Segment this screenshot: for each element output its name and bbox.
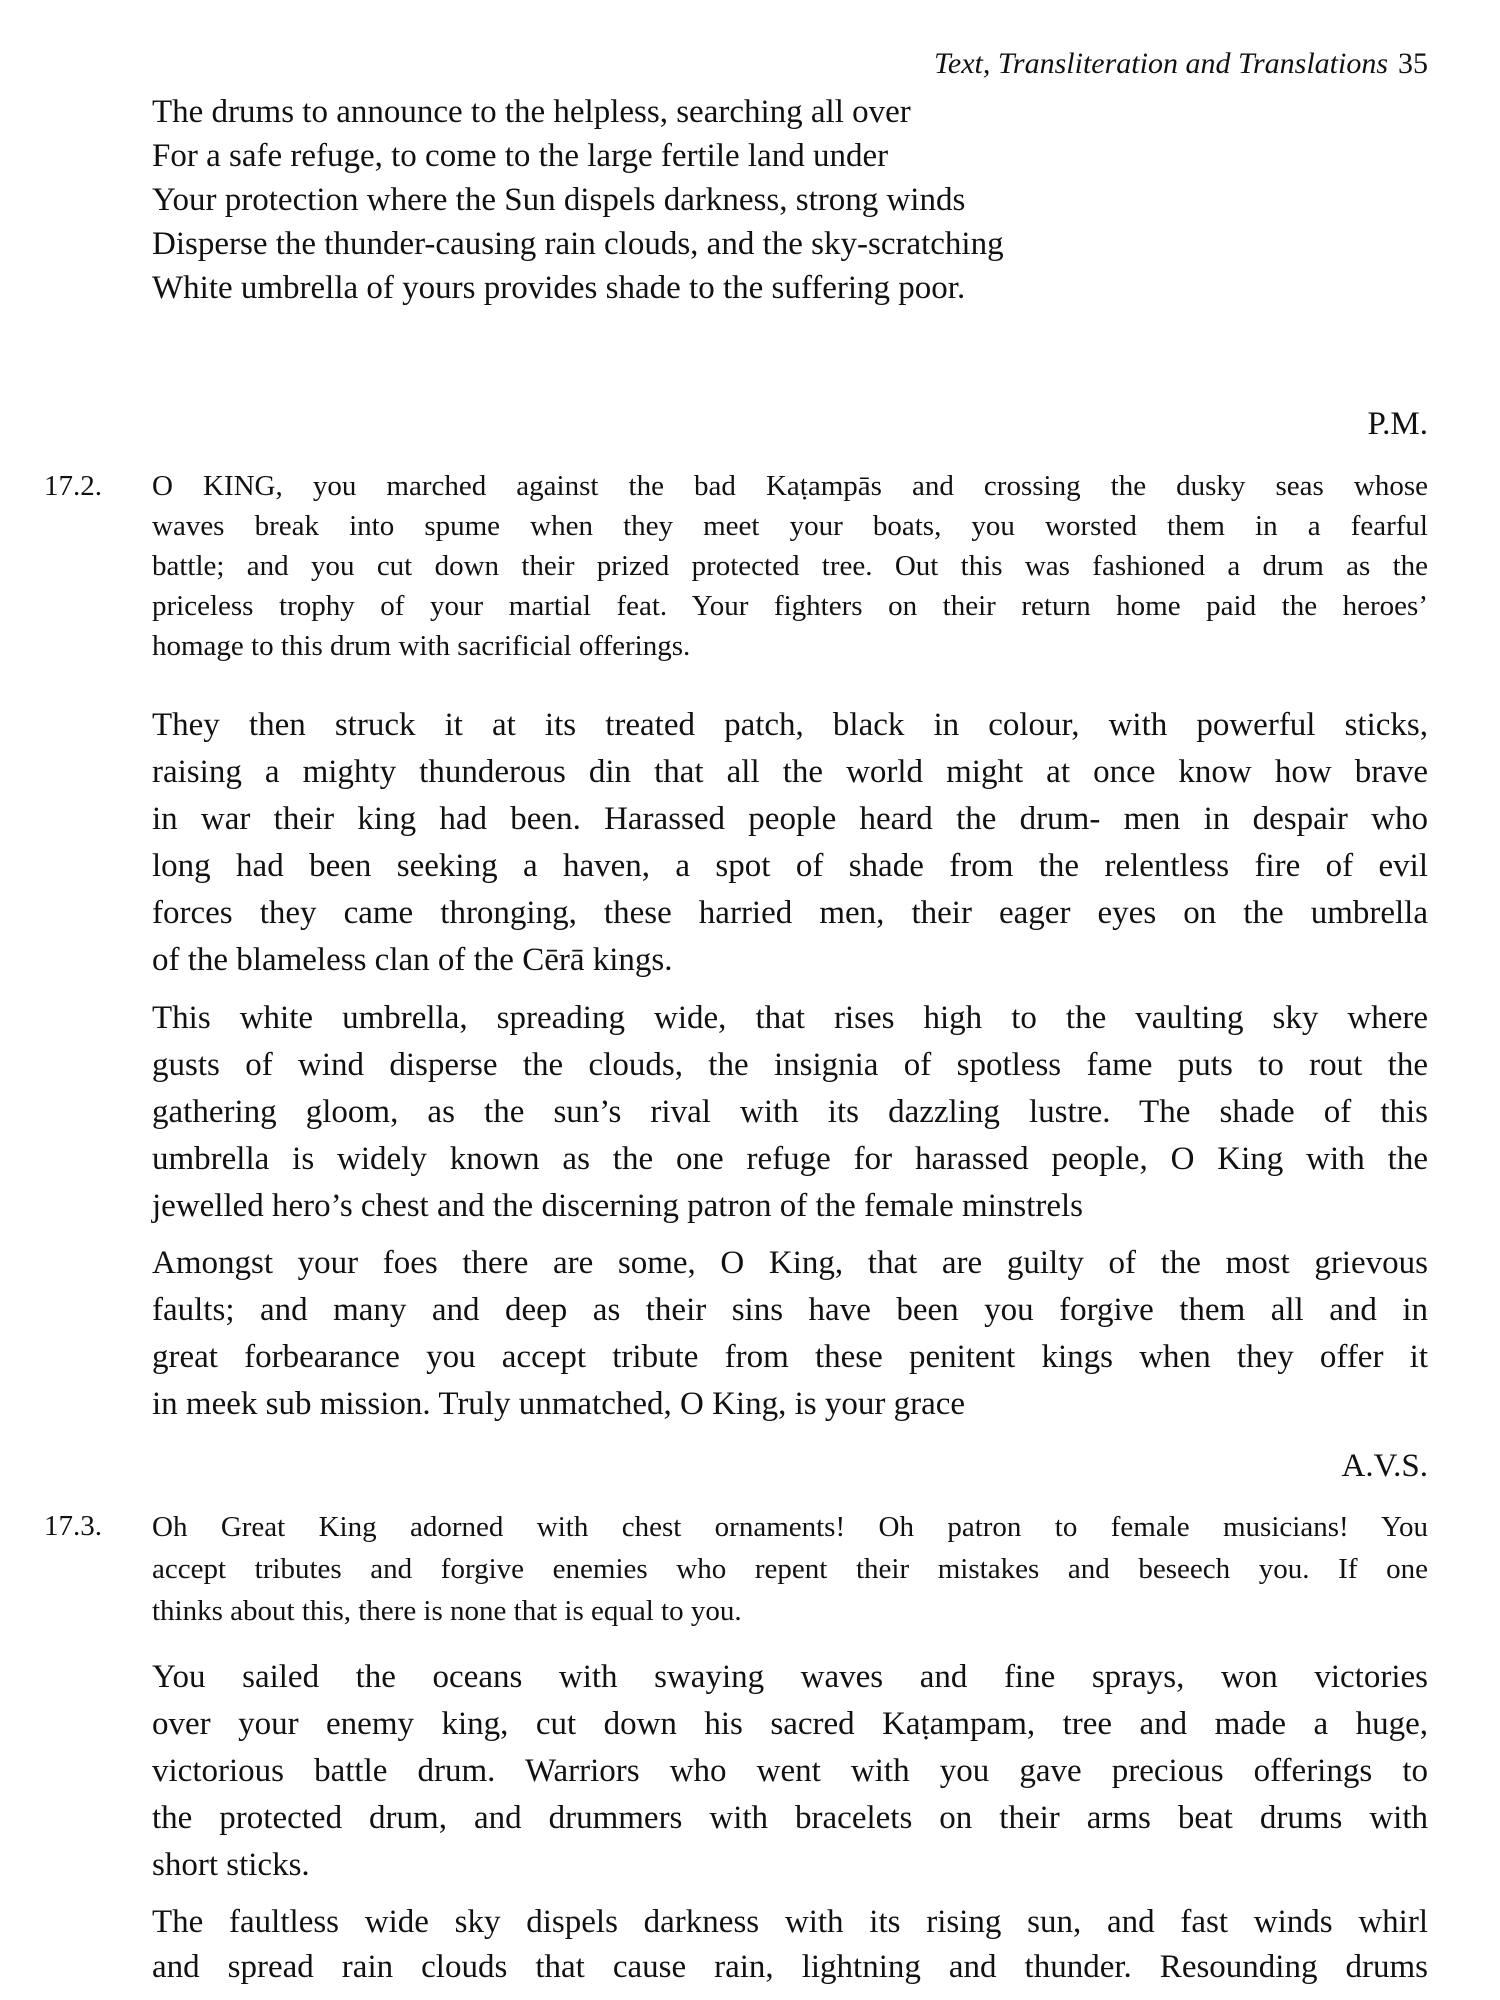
translator-signature-avs: A.V.S. — [1341, 1448, 1428, 1484]
paragraph-line: accept tributes and forgive enemies who repent their mistakes and beseech you. If one — [152, 1553, 1428, 1585]
paragraph-line: and spread rain clouds that cause rain, lightning and thunder. Resounding drums — [152, 1949, 1428, 1985]
paragraph-line: battle; and you cut down their prized protected tree. Out this was fashioned a drum as the — [152, 550, 1428, 582]
section-17-3-paragraph-2 — [152, 1900, 1428, 1990]
paragraph-line: Oh Great King adorned with chest ornaments! Oh patron to female musicians! You — [152, 1511, 1428, 1543]
verse-line: Disperse the thunder-causing rain clouds, and the sky-scratching — [152, 226, 1004, 262]
page-number: 35 — [1398, 47, 1428, 80]
translator-signature-pm: P.M. — [1367, 406, 1428, 442]
paragraph-line: priceless trophy of your martial feat. Your fighters on their return home paid the heroes’ — [152, 590, 1428, 622]
section-17-2-paragraph-2 — [152, 995, 1428, 1230]
section-17-3-paragraph-1 — [152, 1654, 1428, 1889]
section-number-17-3: 17.3. — [44, 1510, 102, 1542]
paragraph-line: jewelled hero’s chest and the discerning patron of the female minstrels — [152, 1188, 1084, 1224]
section-17-2-intro — [152, 466, 1428, 666]
paragraph-line: thinks about this, there is none that is equal to you. — [152, 1595, 742, 1627]
section-17-2-paragraph-3 — [152, 1240, 1428, 1428]
paragraph-line: great forbearance you accept tribute from these penitent kings when they offer it — [152, 1339, 1428, 1375]
verse-line: Your protection where the Sun dispels darkness, strong winds — [152, 182, 966, 218]
paragraph-line: waves break into spume when they meet your boats, you worsted them in a fearful — [152, 510, 1428, 542]
verse-line: The drums to announce to the helpless, searching all over — [152, 94, 911, 130]
paragraph-line: raising a mighty thunderous din that all the world might at once know how brave — [152, 754, 1428, 790]
paragraph-line: They then struck it at its treated patch, black in colour, with powerful sticks, — [152, 707, 1428, 743]
paragraph-line: faults; and many and deep as their sins have been you forgive them all and in — [152, 1292, 1428, 1328]
verse-line: White umbrella of yours provides shade to the suffering poor. — [152, 270, 966, 306]
paragraph-line: victorious battle drum. Warriors who went with you gave precious offerings to — [152, 1753, 1428, 1789]
paragraph-line: gusts of wind disperse the clouds, the insignia of spotless fame puts to rout the — [152, 1047, 1428, 1083]
paragraph-line: The faultless wide sky dispels darkness with its rising sun, and fast winds whirl — [152, 1904, 1428, 1940]
running-head-title: Text, Transliteration and Translations — [934, 47, 1388, 80]
section-17-2-paragraph-1 — [152, 702, 1428, 984]
paragraph-line: the protected drum, and drummers with bracelets on their arms beat drums with — [152, 1800, 1428, 1836]
paragraph-line: forces they came thronging, these harried men, their eager eyes on the umbrella — [152, 895, 1428, 931]
paragraph-line: long had been seeking a haven, a spot of shade from the relentless fire of evil — [152, 848, 1428, 884]
paragraph-line: gathering gloom, as the sun’s rival with its dazzling lustre. The shade of this — [152, 1094, 1428, 1130]
paragraph-line: You sailed the oceans with swaying waves and fine sprays, won victories — [152, 1659, 1428, 1695]
section-17-3-intro — [152, 1506, 1428, 1632]
paragraph-line: of the blameless clan of the Cērā kings. — [152, 942, 673, 978]
verse-translation — [152, 90, 1428, 310]
paragraph-line: short sticks. — [152, 1847, 310, 1883]
paragraph-line: umbrella is widely known as the one refuge for harassed people, O King with the — [152, 1141, 1428, 1177]
paragraph-line: This white umbrella, spreading wide, that rises high to the vaulting sky where — [152, 1000, 1428, 1036]
paragraph-line: over your enemy king, cut down his sacred Kaṭampam, tree and made a huge, — [152, 1706, 1428, 1742]
section-number-17-2: 17.2. — [44, 470, 102, 502]
running-head — [934, 44, 1428, 84]
paragraph-line: in war their king had been. Harassed people heard the drum- men in despair who — [152, 801, 1428, 837]
paragraph-line: O KING, you marched against the bad Kaṭampās and crossing the dusky seas whose — [152, 470, 1428, 502]
paragraph-line: Amongst your foes there are some, O King, that are guilty of the most grievous — [152, 1245, 1428, 1281]
verse-line: For a safe refuge, to come to the large fertile land under — [152, 138, 889, 174]
paragraph-line: in meek sub mission. Truly unmatched, O King, is your grace — [152, 1386, 966, 1422]
paragraph-line: homage to this drum with sacrificial offerings. — [152, 630, 691, 662]
